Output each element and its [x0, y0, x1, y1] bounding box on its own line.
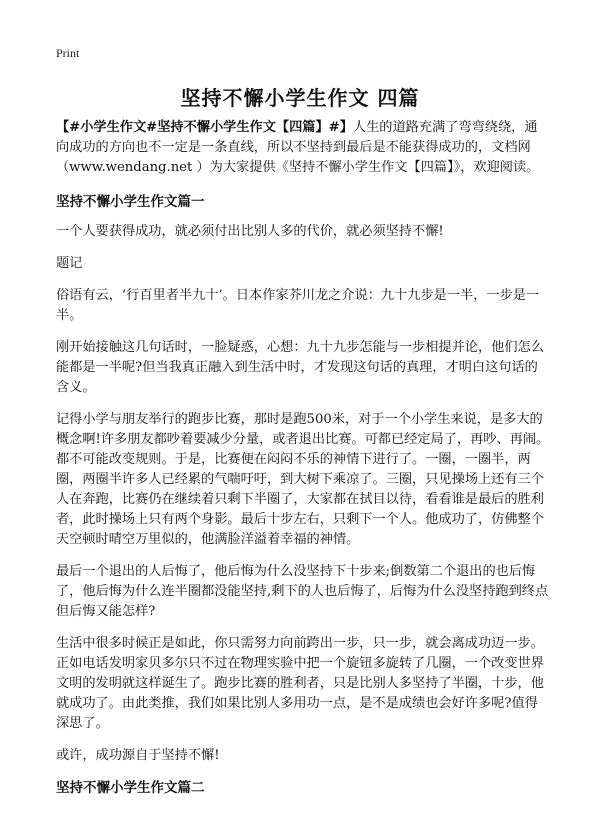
body-paragraph: 最后一个退出的人后悔了，他后悔为什么没坚持下十步来;倒数第二个退出的也后悔了，他后悔为什么连半圈都没能坚持,剩下的人也后悔了，后悔为什么没坚持跑到终点但后悔又能怎样? — [56, 564, 549, 619]
body-paragraph: 记得小学与朋友举行的跑步比赛，那时是跑500米，对于一个小学生来说，是多大的概念啊!许多朋友都吵着要减少分量，或者退出比赛。可都已经定局了，再吵、再闹。都不可能改变规则。于是，比赛便在闷闷不乐的神情下进行了。一圈，一圈半，两圈，两圈半许多人已经累的气喘吁吁，到大树下乘凉了。三圈，只见操场上还有三个人在奔跑，比赛仍在继续着只剩下半圈了，大家都在拭目以待，看看谁是最后的胜利者，此时操场上只有两个身影。最后十步左右，只剩下一个人。他成功了，仿佛整个天空顿时晴空万里似的，他满脸洋溢着幸福的神情。 — [56, 412, 550, 547]
body-paragraph: 刚开始接触这几句话时，一脸疑惑，心想：九十九步怎能与一步相提并论，他们怎么能都是一半呢?但当我真正融入到生活中时，才发现这句话的真理，才明白这句话的含义。 — [56, 340, 544, 395]
body-paragraph: 一个人要获得成功，就必须付出比别人多的代价，就必须坚持不懈! — [56, 224, 444, 239]
document-body — [56, 118, 550, 808]
section-heading-1: 坚持不懈小学生作文篇一 — [56, 194, 205, 210]
intro-paragraph — [56, 118, 550, 178]
body-paragraph: 生活中很多时候正是如此，你只需努力向前跨出一步，只一步，就会离成功迈一步。正如电话发明家贝多尔只不过在物理实验中把一个旋钮多旋转了几圈，一个改变世界文明的发明就这样诞生了。跑步比赛的胜利者，只是比别人多坚持了半圈，十步，他就成功了。由此类推，我们如果比别人多用功一点，是不是成绩也会好许多呢?值得深思了。 — [56, 636, 544, 731]
document-title: 坚持不懈小学生作文 四篇 — [180, 86, 420, 110]
intro-text: 人生的道路充满了弯弯绕绕，通向成功的方向也不一定是一条直线，所以不坚持到最后是不能获得成功的，文档网（www.wendang.net ）为大家提供《坚持不懈小学生作文【四篇】》，欢迎阅读。 — [56, 120, 540, 175]
body-paragraph: 俗语有云，‘行百里者半九十’。日本作家芥川龙之介说：九十九步是一半，一步是一半。 — [56, 288, 540, 323]
body-paragraph: 或许，成功源自于坚持不懈! — [56, 748, 220, 763]
intro-tags: 【#小学生作文#坚持不懈小学生作文【四篇】#】 — [56, 120, 353, 135]
epigraph-label: 题记 — [56, 256, 83, 271]
section-heading-2: 坚持不懈小学生作文篇二 — [56, 780, 205, 796]
print-label: Print — [56, 46, 80, 60]
